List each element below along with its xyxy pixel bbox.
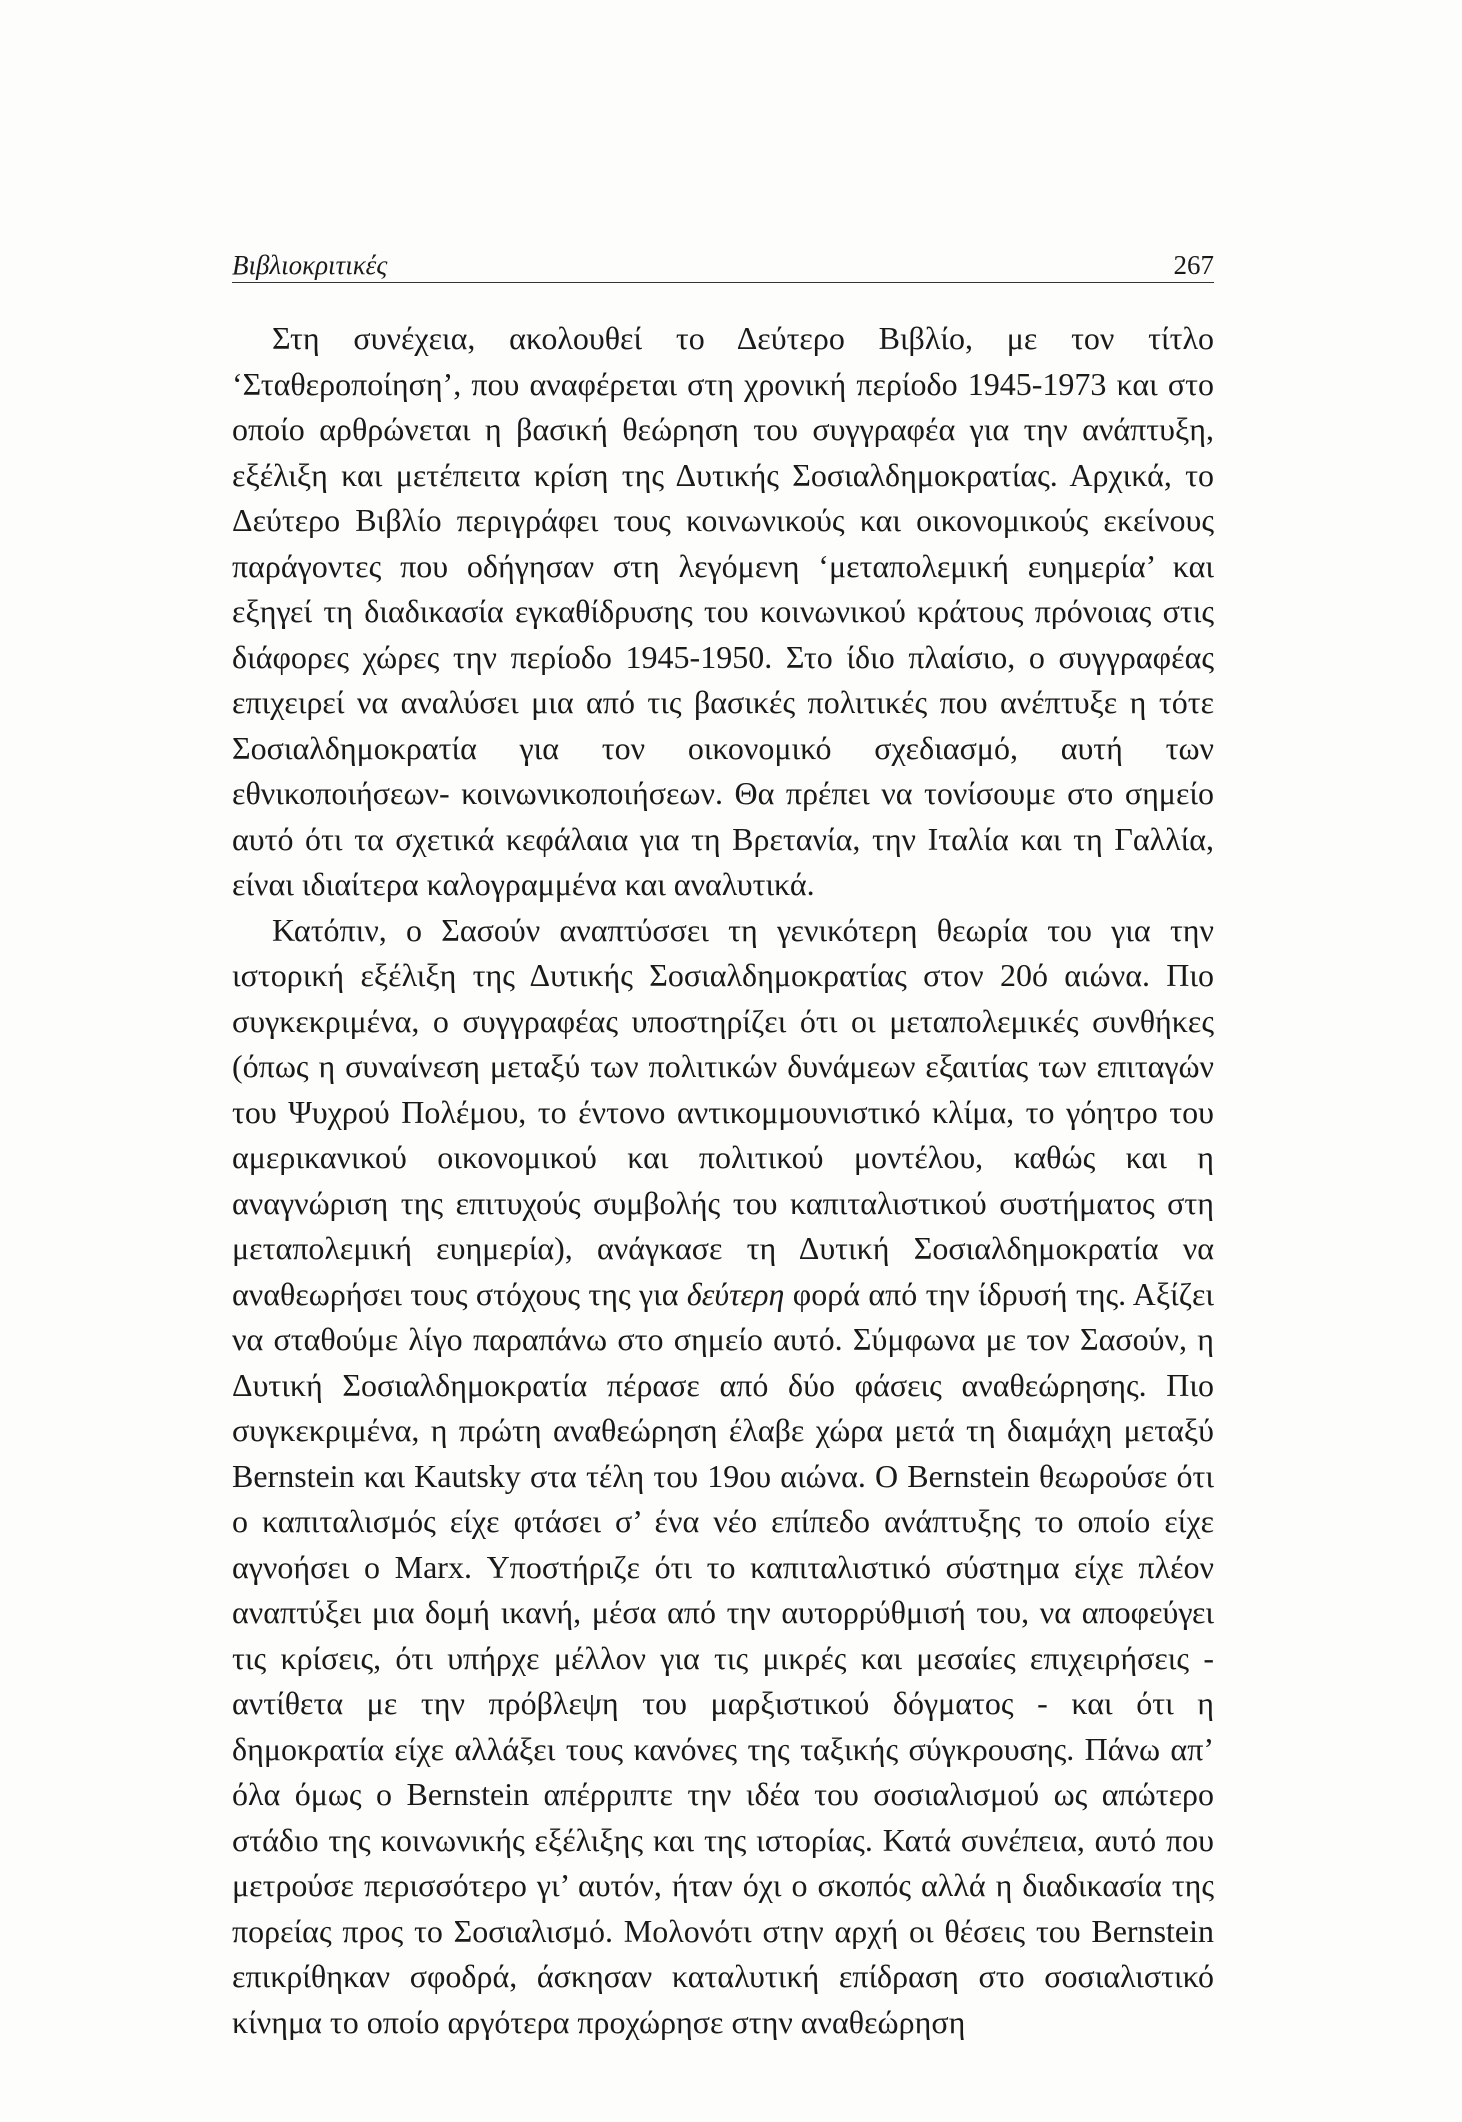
emphasized-word: δεύτερη: [686, 1275, 785, 1312]
paragraph-2: [232, 908, 1214, 2046]
paragraph-1: Στη συνέχεια, ακολουθεί το Δεύτερο Βιβλίο, με τον τίτλο ‘Σταθεροποίηση’, που αναφέρεται στη χρονική περίοδο 1945-1973 και στο οποίο αρθρώνεται η βασική θεώρηση του συγγραφέα για την ανάπτυξη, εξέλιξη και μετέπειτα κρίση της Δυτικής Σοσιαλδημοκρατίας. Αρχικά, το Δεύτερο Βιβλίο περιγράφει τους κοινωνικούς και οικονομικούς εκείνους παράγοντες που οδήγησαν στη λεγόμενη ‘μεταπολεμική ευημερία’ και εξηγεί τη διαδικασία εγκαθίδρυσης του κοινωνικού κράτους πρόνοιας στις διάφορες χώρες την περίοδο 1945-1950. Στο ίδιο πλαίσιο, ο συγγραφέας επιχειρεί να αναλύσει μια από τις βασικές πολιτικές που ανέπτυξε η τότε Σοσιαλδημοκρατία για τον οικονομικό σχεδιασμό, αυτή των εθνικοποιήσεων- κοινωνικοποιήσεων. Θα πρέπει να τονίσουμε στο σημείο αυτό ότι τα σχετικά κεφάλαια για τη Βρετανία, την Ιταλία και τη Γαλλία, είναι ιδιαίτερα καλογραμμένα και αναλυτικά.: [232, 320, 1214, 902]
running-header: [232, 248, 1214, 283]
paragraph-2-part-2: φορά από την ίδρυσή της. Αξίζει να σταθούμε λίγο παραπάνω στο σημείο αυτό. Σύμφωνα με τον Σασούν, η Δυτική Σοσιαλδημοκρατία πέρασε από δύο φάσεις αναθεώρησης. Πιο συγκεκριμένα, η πρώτη αναθεώρηση έλαβε χώρα μετά τη διαμάχη μεταξύ Bernstein και Kautsky στα τέλη του 19ου αιώνα. Ο Bernstein θεωρούσε ότι ο καπιταλισμός είχε φτάσει σ’ ένα νέο επίπεδο ανάπτυξης το οποίο είχε αγνοήσει ο Marx. Υποστήριζε ότι το καπιταλιστικό σύστημα είχε πλέον αναπτύξει μια δομή ικανή, μέσα από την αυτορρύθμισή του, να αποφεύγει τις κρίσεις, ότι υπήρχε μέλλον για τις μικρές και μεσαίες επιχειρήσεις - αντίθετα με την πρόβλεψη του μαρξιστικού δόγματος - και ότι η δημοκρατία είχε αλλάξει τους κανόνες της ταξικής σύγκρουσης. Πάνω απ’ όλα όμως ο Bernstein απέρριπτε την ιδέα του σοσιαλισμού ως απώτερο στάδιο της κοινωνικής εξέλιξης και της ιστορίας. Κατά συνέπεια, αυτό που μετρούσε περισσότερο γι’ αυτόν, ήταν όχι ο σκοπός αλλά η διαδικασία της πορείας προς το Σοσιαλισμό. Μολονότι στην αρχή οι θέσεις του Bernstein επικρίθηκαν σφοδρά, άσκησαν καταλυτική επίδραση στο σοσιαλιστικό κίνημα το οποίο αργότερα προχώρησε στην αναθεώρηση: [232, 1275, 1215, 2040]
body-text: [232, 316, 1214, 2045]
page-number: 267: [1173, 250, 1214, 280]
running-title: Βιβλιοκριτικές: [232, 250, 388, 280]
paragraph-2-part-1: Κατόπιν, ο Σασούν αναπτύσσει τη γενικότερη θεωρία του για την ιστορική εξέλιξη της Δυτικής Σοσιαλδημοκρατίας στον 20ό αιώνα. Πιο συγκεκριμένα, ο συγγραφέας υποστηρίζει ότι οι μεταπολεμικές συνθήκες (όπως η συναίνεση μεταξύ των πολιτικών δυνάμεων εξαιτίας των επιταγών του Ψυχρού Πολέμου, το έντονο αντικομμουνιστικό κλίμα, το γόητρο του αμερικανικού οικονομικού και πολιτικού μοντέλου, καθώς και η αναγνώριση της επιτυχούς συμβολής του καπιταλιστικού συστήματος στη μεταπολεμική ευημερία), ανάγκασε τη Δυτική Σοσιαλδημοκρατία να αναθεωρήσει τους στόχους της για: [232, 911, 1214, 1312]
